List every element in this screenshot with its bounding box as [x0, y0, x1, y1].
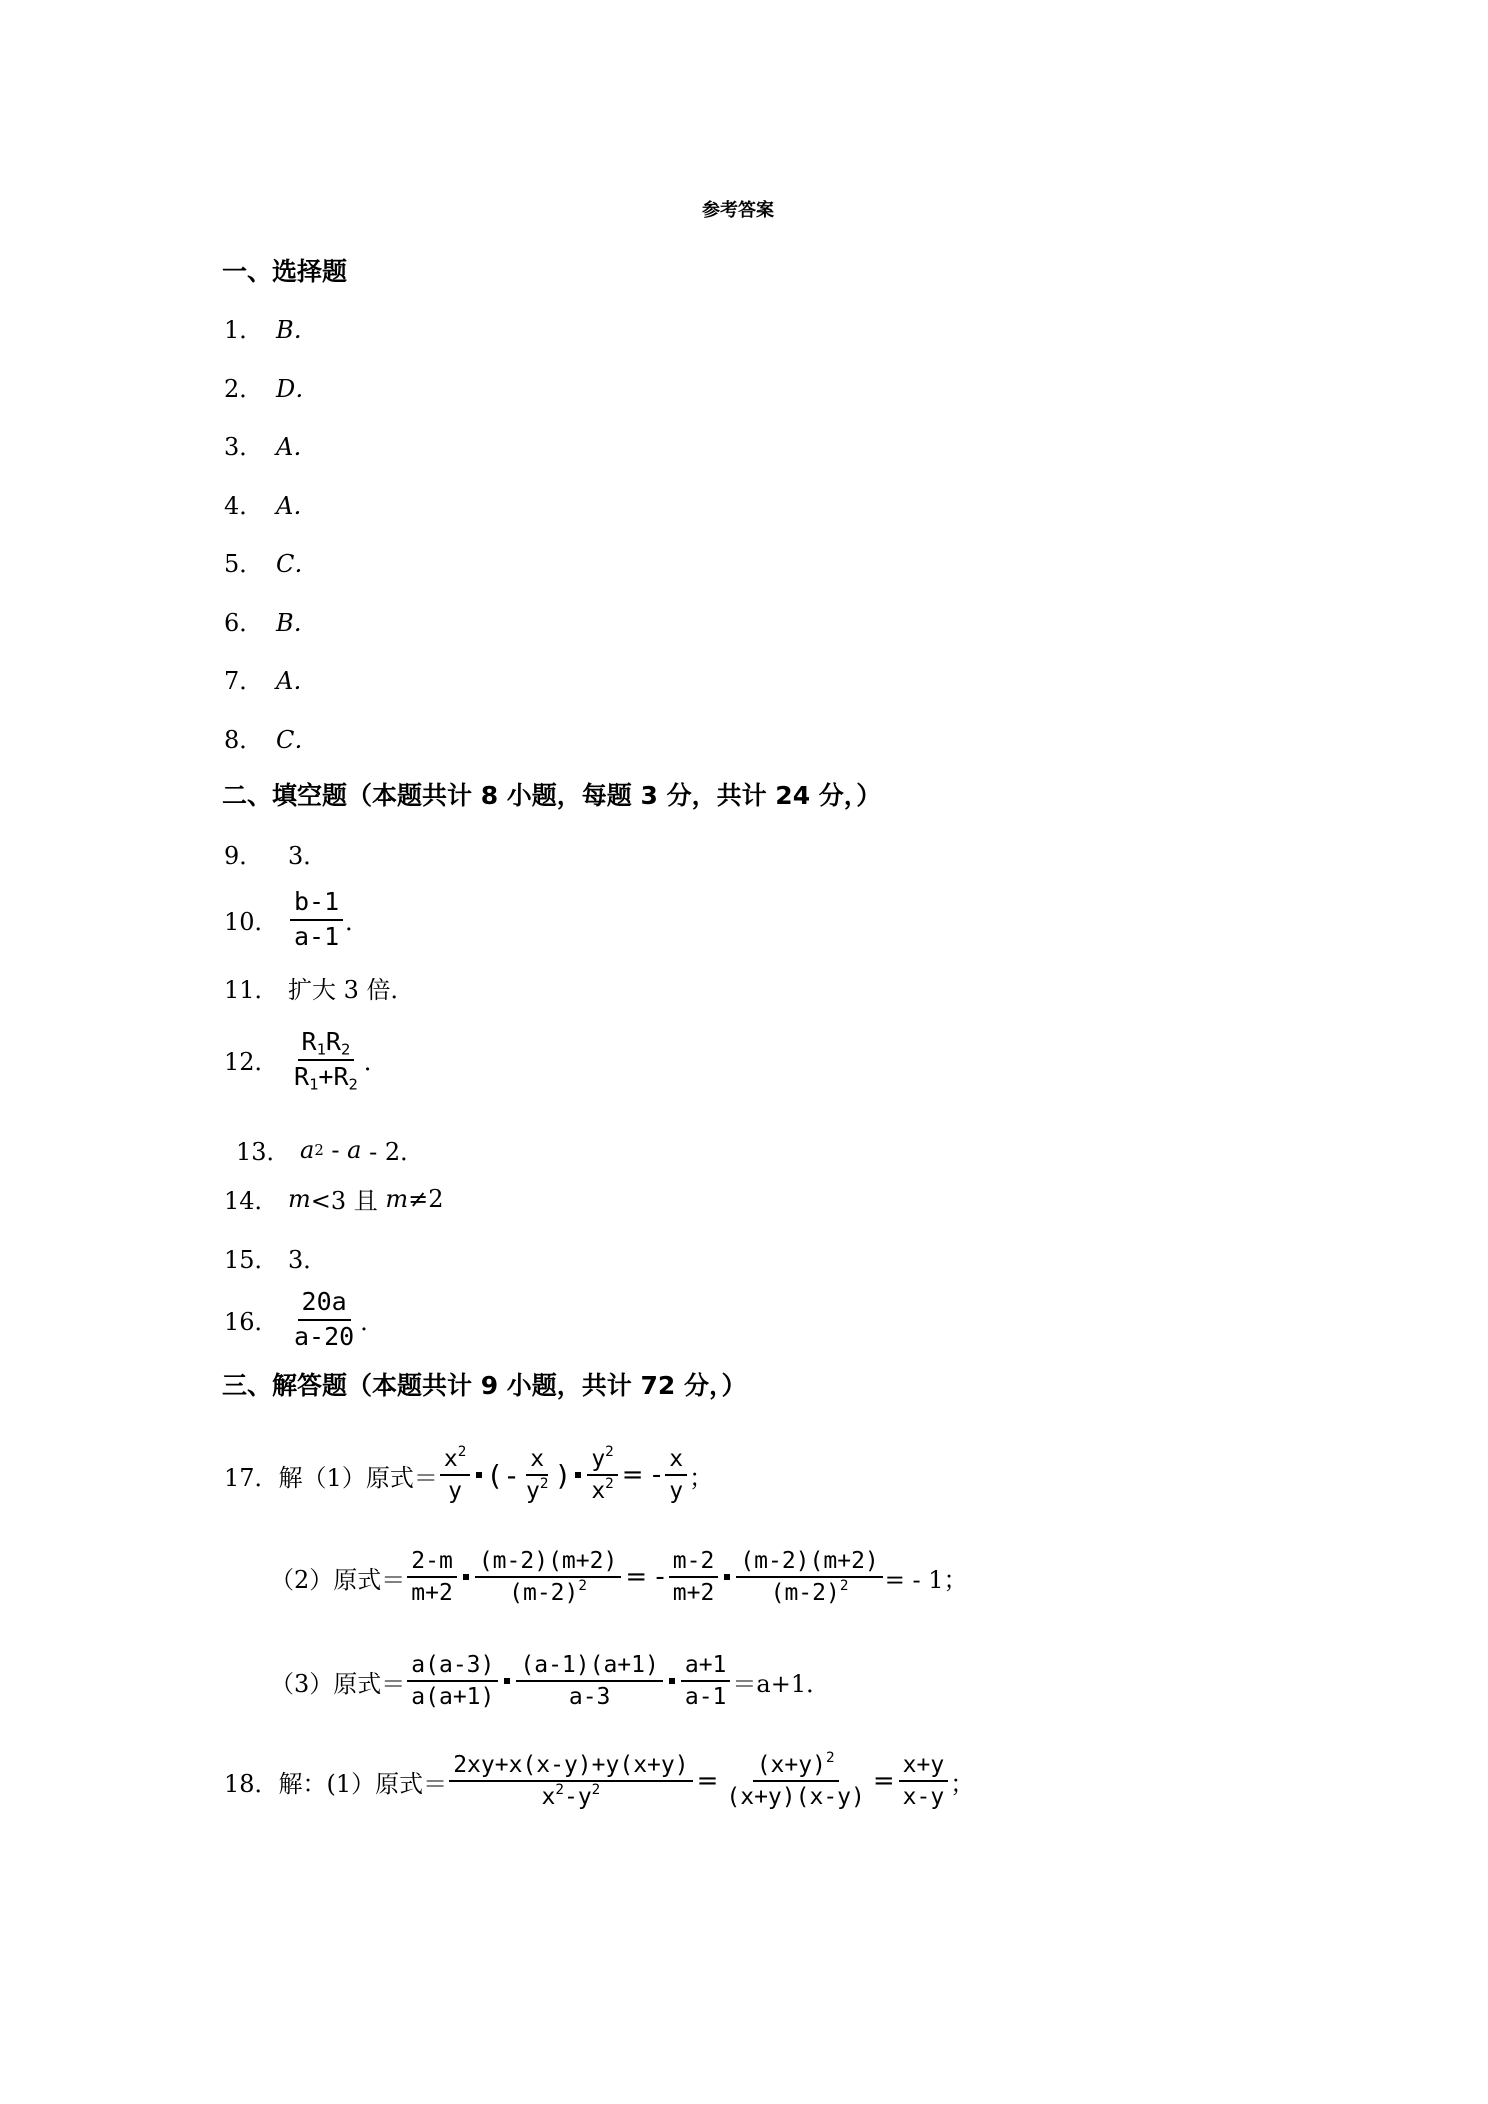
choice-item: 3． A．: [224, 433, 318, 461]
solve-item-18-1: 18． 解：(1）原式＝ $\frac{2xy+x(x-y)+y(x+y)}{x^2-y^2}$ = $\frac{(x+y)^2}{(x+y)(x-y)}$ = $\frac{x+y}{x-y}$ ；: [224, 1750, 975, 1811]
choice-item: 4． A．: [224, 492, 318, 520]
page-title: 参考答案: [702, 200, 774, 221]
fill-item-12: 12． $\frac{R_1R_2}{R_1+R_2}$ ．: [224, 1027, 388, 1094]
fraction: $\frac{20a}{a-20}$: [294, 1287, 355, 1351]
resistance-fraction: $\frac{R_1R_2}{R_1+R_2}$: [294, 1027, 358, 1094]
multiply-dot: [504, 1678, 510, 1684]
choice-item: 7． A．: [224, 667, 318, 695]
fill-item-14: 14． m <3 且 m ≠2: [224, 1184, 444, 1215]
solve-item-17-1: 17． 解（1）原式＝ $\frac{x^2}{y}$ (- $\frac{x}{y^2}$ ) $\frac{y^2}{x^2}$ = - $\frac{x}{y}$ ；: [224, 1444, 714, 1505]
section-solve-heading: 三、解答题（本题共计 9 小题，共计 72 分，）: [222, 1371, 747, 1400]
choice-item: 2． D．: [224, 375, 320, 403]
multiply-dot: [476, 1472, 482, 1478]
multiply-dot: [575, 1472, 581, 1478]
section-choice-heading: 一、选择题: [222, 257, 348, 286]
fill-item-15: 15． 3．: [224, 1246, 328, 1274]
fraction: $\frac{b-1}{a-1}$: [290, 888, 343, 952]
multiply-dot: [724, 1574, 730, 1580]
fill-item-16: 16． $\frac{20a}{a-20}$ ．: [224, 1287, 385, 1351]
section-fill-heading: 二、填空题（本题共计 8 小题，每题 3 分，共计 24 分，）: [222, 781, 882, 810]
choice-item: 8． C．: [224, 726, 319, 754]
solve-item-17-3: （3）原式＝ $\frac{a(a-3)}{a(a+1)}$ $\frac{(a-1)(a+1)}{a-3}$ $\frac{a+1}{a-1}$ ＝a+1．: [270, 1652, 831, 1711]
choice-item: 1． B．: [224, 316, 318, 344]
fill-item-10: 10． $\frac{b-1}{a-1}$ ．: [224, 887, 370, 951]
choice-item: 5． C．: [224, 550, 319, 578]
multiply-dot: [463, 1574, 469, 1580]
fill-item-13: 13． a 2 - a - 2．: [236, 1135, 425, 1166]
fill-item-9: 9． 3．: [224, 842, 328, 870]
fill-item-11: 11． 扩大 3 倍．: [224, 976, 415, 1004]
multiply-dot: [669, 1678, 675, 1684]
solve-item-17-2: （2）原式＝ $\frac{2-m}{m+2}$ $\frac{(m-2)(m+2)}{(m-2)^2}$ = - $\frac{m-2}{m+2}$ $\frac{(m-2)(m+2)}{(m-2)^2}$ = - 1；: [270, 1548, 968, 1607]
choice-item: 6． B．: [224, 609, 318, 637]
